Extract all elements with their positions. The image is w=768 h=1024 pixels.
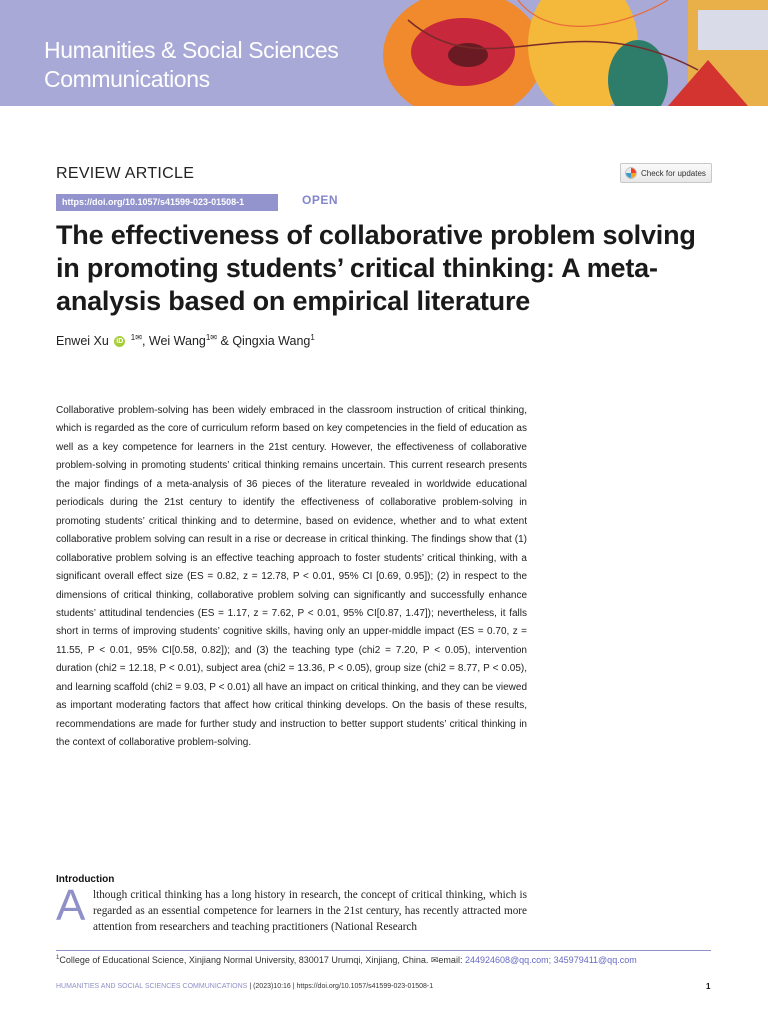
journal-name[interactable] xyxy=(44,36,338,94)
author-name[interactable]: Wei Wang xyxy=(148,334,206,349)
check-for-updates-label: Check for updates xyxy=(641,168,706,178)
author-affiliation[interactable]: 1✉ xyxy=(130,333,142,342)
drop-cap: A xyxy=(56,881,86,930)
footnote-divider xyxy=(56,950,711,951)
journal-banner xyxy=(0,0,768,106)
page-number: 1 xyxy=(706,982,711,991)
journal-name-line1: Humanities & Social Sciences xyxy=(44,37,339,63)
banner-artwork xyxy=(368,0,768,106)
article-type: REVIEW ARTICLE xyxy=(56,165,195,182)
crossmark-icon xyxy=(625,167,637,179)
introduction-text: lthough critical thinking has a long history in research, the concept of critical thinking, which is regarded as an essential competence for learners in the 21st century, has recently attracted more attention from researchers and teaching practitioners (National Research xyxy=(93,889,527,933)
check-for-updates-button[interactable] xyxy=(620,163,712,183)
affiliation-text: College of Educational Science, Xinjiang Normal University, 830017 Urumqi, Xinjiang, China. xyxy=(59,955,429,965)
email-label: ✉email: xyxy=(430,955,463,965)
journal-name-line2: Communications xyxy=(44,66,210,92)
footnote-marker: 1 xyxy=(56,955,60,961)
page-footer xyxy=(56,983,433,990)
section-heading-introduction: Introduction xyxy=(56,874,115,885)
author-affiliation[interactable]: 1✉ xyxy=(205,333,218,342)
open-access-label: OPEN xyxy=(302,193,339,207)
author-name[interactable]: Enwei Xu xyxy=(56,334,109,349)
doi-link[interactable]: https://doi.org/10.1057/s41599-023-01508-1 xyxy=(56,194,278,211)
footer-citation: | (2023)10:16 | https://doi.org/10.1057/s41599-023-01508-1 xyxy=(249,983,434,990)
orcid-icon[interactable]: iD xyxy=(116,338,124,346)
author-affiliation[interactable]: 1 xyxy=(310,333,315,342)
footer-journal-name[interactable]: HUMANITIES AND SOCIAL SCIENCES COMMUNICATIONS xyxy=(56,983,248,990)
abstract: Collaborative problem-solving has been widely embraced in the classroom instruction of critical thinking, which is regarded as the core of curriculum reform based on key competencies in the field of education as well as a key competence for learners in the 21st century. However, the effectiveness of collaborative problem-solving in promoting students’ critical thinking remains uncertain. This current research presents the major findings of a meta-analysis of 36 pieces of the literature revealed in worldwide educational periodicals during the 21st century to identify the effectiveness of collaborative problem-solving in promoting students’ critical thinking and to determine, based on evidence, whether and to what extent collaborative problem solving can result in a rise or decrease in critical thinking. The findings show that (1) collaborative problem solving is an effective teaching approach to foster students’ critical thinking, with a significant overall effect size (ES = 0.82, z = 12.78, P < 0.01, 95% CI [0.69, 0.95]); (2) in respect to the dimensions of critical thinking, collaborative problem solving can significantly and successfully enhance students’ attitudinal tendencies (ES = 1.17, z = 7.62, P < 0.01, 95% CI[0.87, 1.47]); nevertheless, it falls short in terms of improving students’ cognitive skills, having only an upper-middle impact (ES = 0.70, z = 11.55, P < 0.01, 95% CI[0.58, 0.82]); and (3) the teaching type (chi2 = 7.20, P < 0.05), intervention duration (chi2 = 12.18, P < 0.01), subject area (chi2 = 13.36, P < 0.05), group size (chi2 = 8.77, P < 0.05), and learning scaffold (chi2 = 9.03, P < 0.01) all have an impact on critical thinking, and they can be viewed as important moderating factors that affect how critical thinking develops. On the basis of these results, recommendations are made for further study and instruction to better support students’ critical thinking in the context of collaborative problem-solving. xyxy=(56,405,527,749)
article-title: The effectiveness of collaborative problem solving in promoting students’ critical thinking: A meta-analysis based on empirical literature xyxy=(56,220,696,316)
author-list: Enwei Xu iD $^{1✉}$, Wei Wang$^{1✉}$ & Qingxia Wang$^1$ xyxy=(56,333,315,349)
email-links[interactable]: 244924608@qq.com; 345979411@qq.com xyxy=(464,955,637,965)
author-name[interactable]: Qingxia Wang xyxy=(232,334,311,349)
affiliation-footnote xyxy=(56,955,716,966)
